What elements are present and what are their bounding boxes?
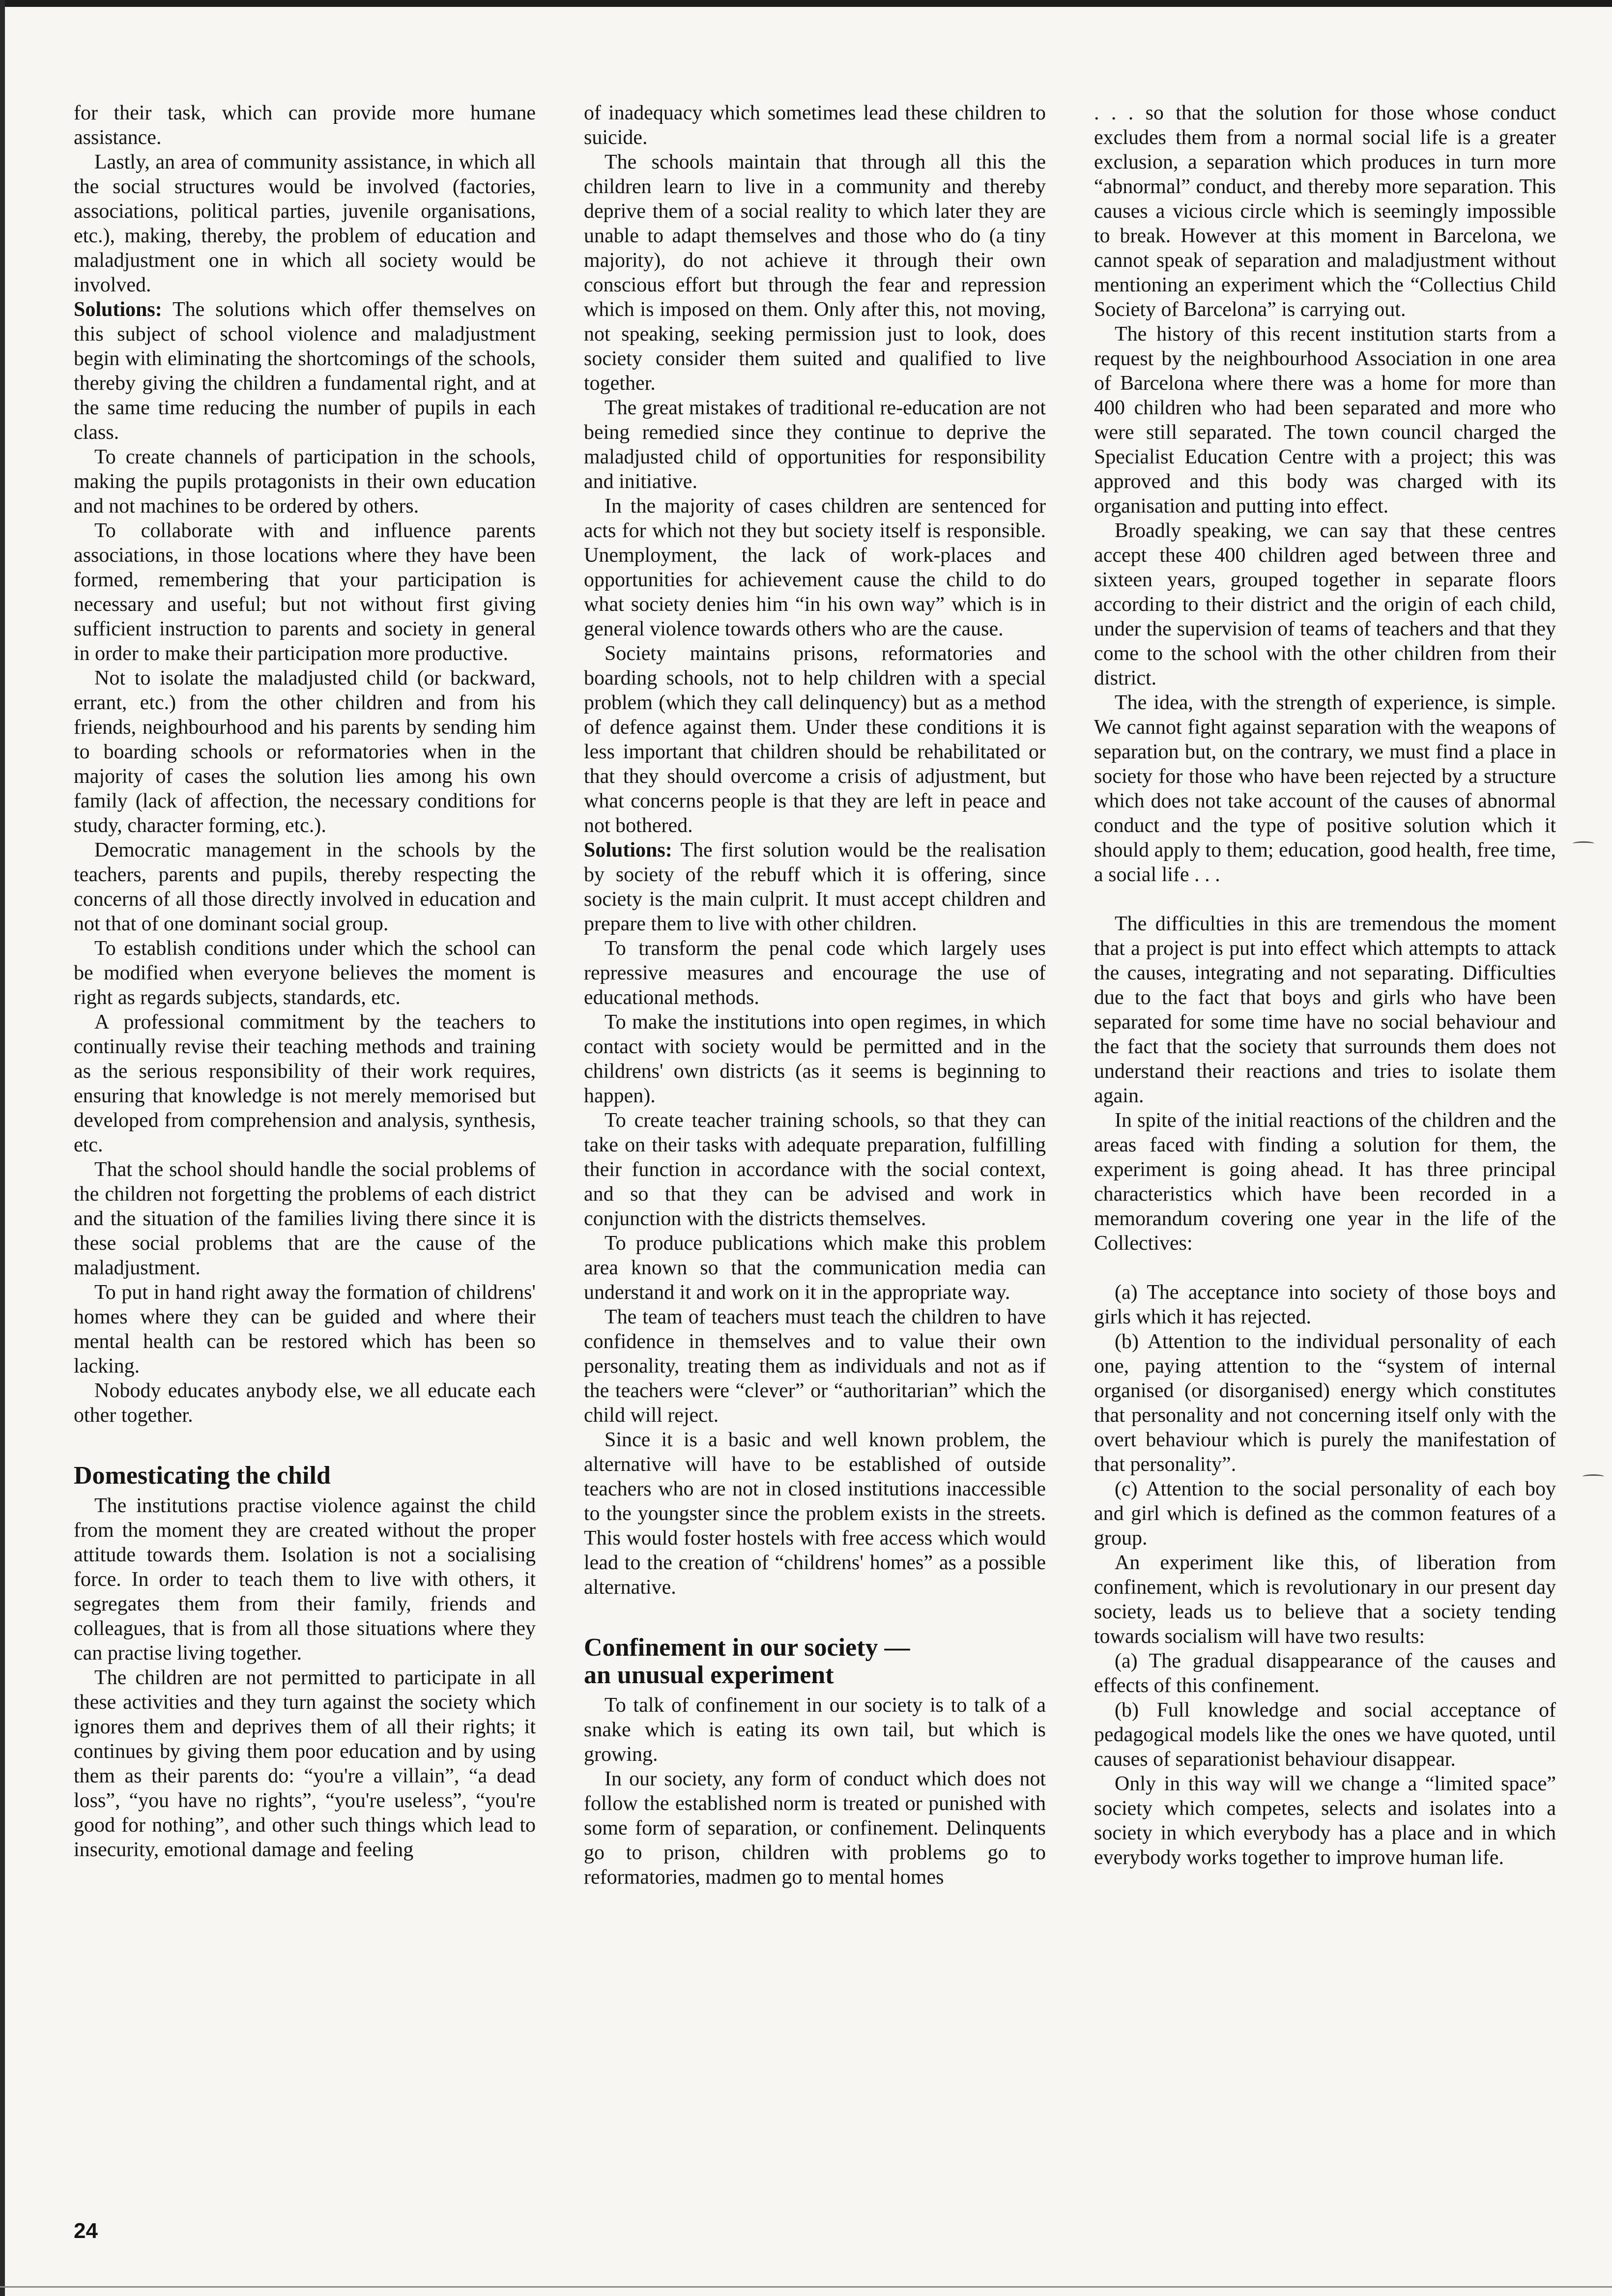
- column-2: [584, 101, 1046, 2204]
- paragraph: The team of teachers must teach the children to have confidence in themselves and to value their own personality, treating them as individuals and not as if the teachers were “clever” or “authoritarian” which the child will reject.: [584, 1306, 1046, 1427]
- paragraph: . . . so that the solution for those whose conduct excludes them from a normal social life is a greater exclusion, a separation which produces in turn more “abnormal” conduct, and thereby more separation. This causes a vicious circle which is seemingly impossible to break. However at this moment in Barcelona, we cannot speak of separation and maladjustment without mentioning an experiment which the “Collectius Child Society of Barcelona” is carrying out.: [1094, 102, 1556, 321]
- paragraph: To create teacher training schools, so that they can take on their tasks with adequate preparation, fulfilling their function in accordance with the social context, and so that they can be advised and work in conjunction with the districts themselves.: [584, 1109, 1046, 1230]
- paragraph: Nobody educates anybody else, we all educate each other together.: [74, 1379, 536, 1427]
- paragraph: Not to isolate the maladjusted child (or backward, errant, etc.) from the other children and from his friends, neighbourhood and his parents by sending him to boarding schools or reformatories when in the majority of cases the solution lies among his own family (lack of affection, the necessary conditions for study, character forming, etc.).: [74, 667, 536, 837]
- paragraph: To create channels of participation in the schools, making the pupils protagonists in their own education and not machines to be ordered by others.: [74, 446, 536, 517]
- paragraph: Broadly speaking, we can say that these centres accept these 400 children aged between three and sixteen years, grouped together in separate floors according to their district and the origin of each child, under the supervision of teams of teachers and that they come to the school with the other children from their district.: [1094, 519, 1556, 689]
- paragraph: The great mistakes of traditional re-education are not being remedied since they continue to deprive the maladjusted child of opportunities for responsibility and initiative.: [584, 397, 1046, 493]
- section-heading: [584, 1634, 1046, 1689]
- paragraph: of inadequacy which sometimes lead these children to suicide.: [584, 102, 1046, 149]
- paragraph: The institutions practise violence against the child from the moment they are created without the proper attitude towards them. Isolation is not a socialising force. In order to teach them to live with others, it segregates them from their family, friends and colleagues, that is from all those situations where they can practise living together.: [74, 1494, 536, 1665]
- paragraph: A professional commitment by the teachers to continually revise their teaching methods and training as the serious responsibility of their work requires, ensuring that knowledge is not merely memorised but developed from comprehension and analysis, synthesis, etc.: [74, 1011, 536, 1156]
- paragraph: (c) Attention to the social personality of each boy and girl which is defined as the common features of a group.: [1094, 1478, 1556, 1550]
- paragraph: To produce publications which make this problem area known so that the communication media can understand it and work on it in the appropriate way.: [584, 1232, 1046, 1304]
- paragraph: The history of this recent institution starts from a request by the neighbourhood Association in one area of Barcelona where there was a home for more than 400 children who had been separated and more who were still separated. The town council charged the Specialist Education Centre with a project; this was approved and this body was charged with its organisation and putting into effect.: [1094, 323, 1556, 517]
- paragraph: (b) Attention to the individual personality of each one, paying attention to the “system of internal organised (or disorganised) energy which constitutes that personality and not concerning itself only with the overt behaviour which is purely the manifestation of that personality”.: [1094, 1330, 1556, 1476]
- column-3: [1094, 101, 1556, 2204]
- paragraph-lead: Solutions:: [74, 298, 162, 321]
- paragraph: To put in hand right away the formation of childrens' homes where they can be guided and where their mental health can be restored which has been so lacking.: [74, 1281, 536, 1378]
- paragraph: To transform the penal code which largely uses repressive measures and encourage the use of educational methods.: [584, 937, 1046, 1009]
- margin-mark: [1573, 841, 1594, 846]
- paragraph: That the school should handle the social problems of the children not forgetting the problems of each district and the situation of the families living there since it is these social problems that are the cause of the maladjustment.: [74, 1158, 536, 1279]
- margin-mark: [1583, 1474, 1604, 1479]
- paragraph-text: The first solution would be the realisation by society of the rebuff which it is offering, since society is the main culprit. It must accept children and prepare them to live with other children.: [584, 839, 1046, 935]
- heading-line: Confinement in our society —: [584, 1634, 910, 1662]
- paragraph: (a) The acceptance into society of those boys and girls which it has rejected.: [1094, 1281, 1556, 1328]
- paragraph: In spite of the initial reactions of the children and the areas faced with finding a solution for them, the experiment is going ahead. It has three principal characteristics which have been recorded in a memorandum covering one year in the life of the Collectives:: [1094, 1109, 1556, 1255]
- left-border-rule: [0, 0, 5, 2296]
- section-heading: Domesticating the child: [74, 1462, 331, 1490]
- page-number: 24: [74, 2219, 98, 2243]
- paragraph: To talk of confinement in our society is to talk of a snake which is eating its own tail, but which is growing.: [584, 1694, 1046, 1766]
- paragraph: The idea, with the strength of experience, is simple. We cannot fight against separation with the weapons of separation but, on the contrary, we must find a place in society for those who have been rejected by a structure which does not take account of the causes of abnormal conduct and the type of positive solution which it should apply to them; education, good health, free time, a social life . . .: [1094, 691, 1556, 886]
- heading-line: an unusual experiment: [584, 1661, 834, 1689]
- paragraph: [584, 838, 1046, 936]
- paragraph: In the majority of cases children are sentenced for acts for which not they but society itself is responsible. Unemployment, the lack of work-places and opportunities for achievement cause the child to do what society denies him “in his own way” which is in general violence towards others who are the cause.: [584, 495, 1046, 640]
- paragraph: To collaborate with and influence parents associations, in those locations where they have been formed, remembering that your participation is necessary and useful; but not without first giving sufficient instruction to parents and society in general in order to make their participation more productive.: [74, 519, 536, 665]
- paragraph: The children are not permitted to participate in all these activities and they turn against the society which ignores them and deprives them of all their rights; it continues by giving them poor education and by using them as their parents do: “you're a villain”, “a dead loss”, “you have no rights”, “you're useless”, “you're good for nothing”, and other such things which lead to insecurity, emotional damage and feeling: [74, 1666, 536, 1861]
- paragraph: In our society, any form of conduct which does not follow the established norm is treated or punished with some form of separation, or confinement. Delinquents go to prison, children with problems go to reformatories, madmen go to mental homes: [584, 1768, 1046, 1889]
- paragraph: Lastly, an area of community assistance, in which all the social structures would be involved (factories, associations, political parties, juvenile organisations, etc.), making, thereby, the problem of education and maladjustment one in which all society would be involved.: [74, 151, 536, 296]
- top-border-rule: [0, 0, 1612, 7]
- paragraph: Society maintains prisons, reformatories and boarding schools, not to help children with a special problem (which they call delinquency) but as a method of defence against them. Under these conditions it is less important that children should be rehabilitated or that they should overcome a crisis of adjustment, but what concerns people is that they are left in peace and not bothered.: [584, 642, 1046, 837]
- paragraph: Democratic management in the schools by the teachers, parents and pupils, thereby respecting the concerns of all those directly involved in education and not that of one dominant social group.: [74, 839, 536, 935]
- paragraph: (a) The gradual disappearance of the causes and effects of this confinement.: [1094, 1650, 1556, 1697]
- paragraph-text: The solutions which offer themselves on this subject of school violence and maladjustment begin with eliminating the shortcomings of the schools, thereby giving the children a fundamental right, and at the same time reducing the number of pupils in each class.: [74, 298, 536, 444]
- paragraph-lead: Solutions:: [584, 839, 672, 861]
- paragraph: The schools maintain that through all this the children learn to live in a community and thereby deprive them of a social reality to which later they are unable to adapt themselves and those who do (a tiny majority), do not achieve it through their own conscious effort but through the fear and repression which is imposed on them. Only after this, not moving, not speaking, seeking permission just to look, does society consider them suited and qualified to live together.: [584, 151, 1046, 395]
- paragraph: An experiment like this, of liberation from confinement, which is revolutionary in our present day society, leads us to believe that a society tending towards socialism will have two results:: [1094, 1551, 1556, 1648]
- paragraph: for their task, which can provide more humane assistance.: [74, 102, 536, 149]
- paragraph: (b) Full knowledge and social acceptance of pedagogical models like the ones we have quoted, until causes of separationist behaviour disappear.: [1094, 1699, 1556, 1771]
- paragraph: To make the institutions into open regimes, in which contact with society would be permitted and in the childrens' own districts (as it seems is beginning to happen).: [584, 1011, 1046, 1107]
- column-1: [74, 101, 536, 2204]
- paragraph: Only in this way will we change a “limited space” society which competes, selects and isolates into a society in which everybody has a place and in which everybody works together to improve human life.: [1094, 1773, 1556, 1869]
- paragraph: To establish conditions under which the school can be modified when everyone believes the moment is right as regards subjects, standards, etc.: [74, 937, 536, 1009]
- paragraph: [74, 297, 536, 445]
- paragraph: The difficulties in this are tremendous the moment that a project is put into effect which attempts to attack the causes, integrating and not separating. Difficulties due to the fact that boys and girls who have been separated for some time have no social behaviour and the fact that the society that surrounds them does not understand their reactions and tries to isolate them again.: [1094, 913, 1556, 1107]
- paragraph: Since it is a basic and well known problem, the alternative will have to be established of outside teachers who are not in closed institutions inaccessible to the youngster since the problem exists in the streets. This would foster hostels with free access which would lead to the creation of “childrens' homes” as a possible alternative.: [584, 1429, 1046, 1599]
- bottom-border-rule: [0, 2286, 1612, 2288]
